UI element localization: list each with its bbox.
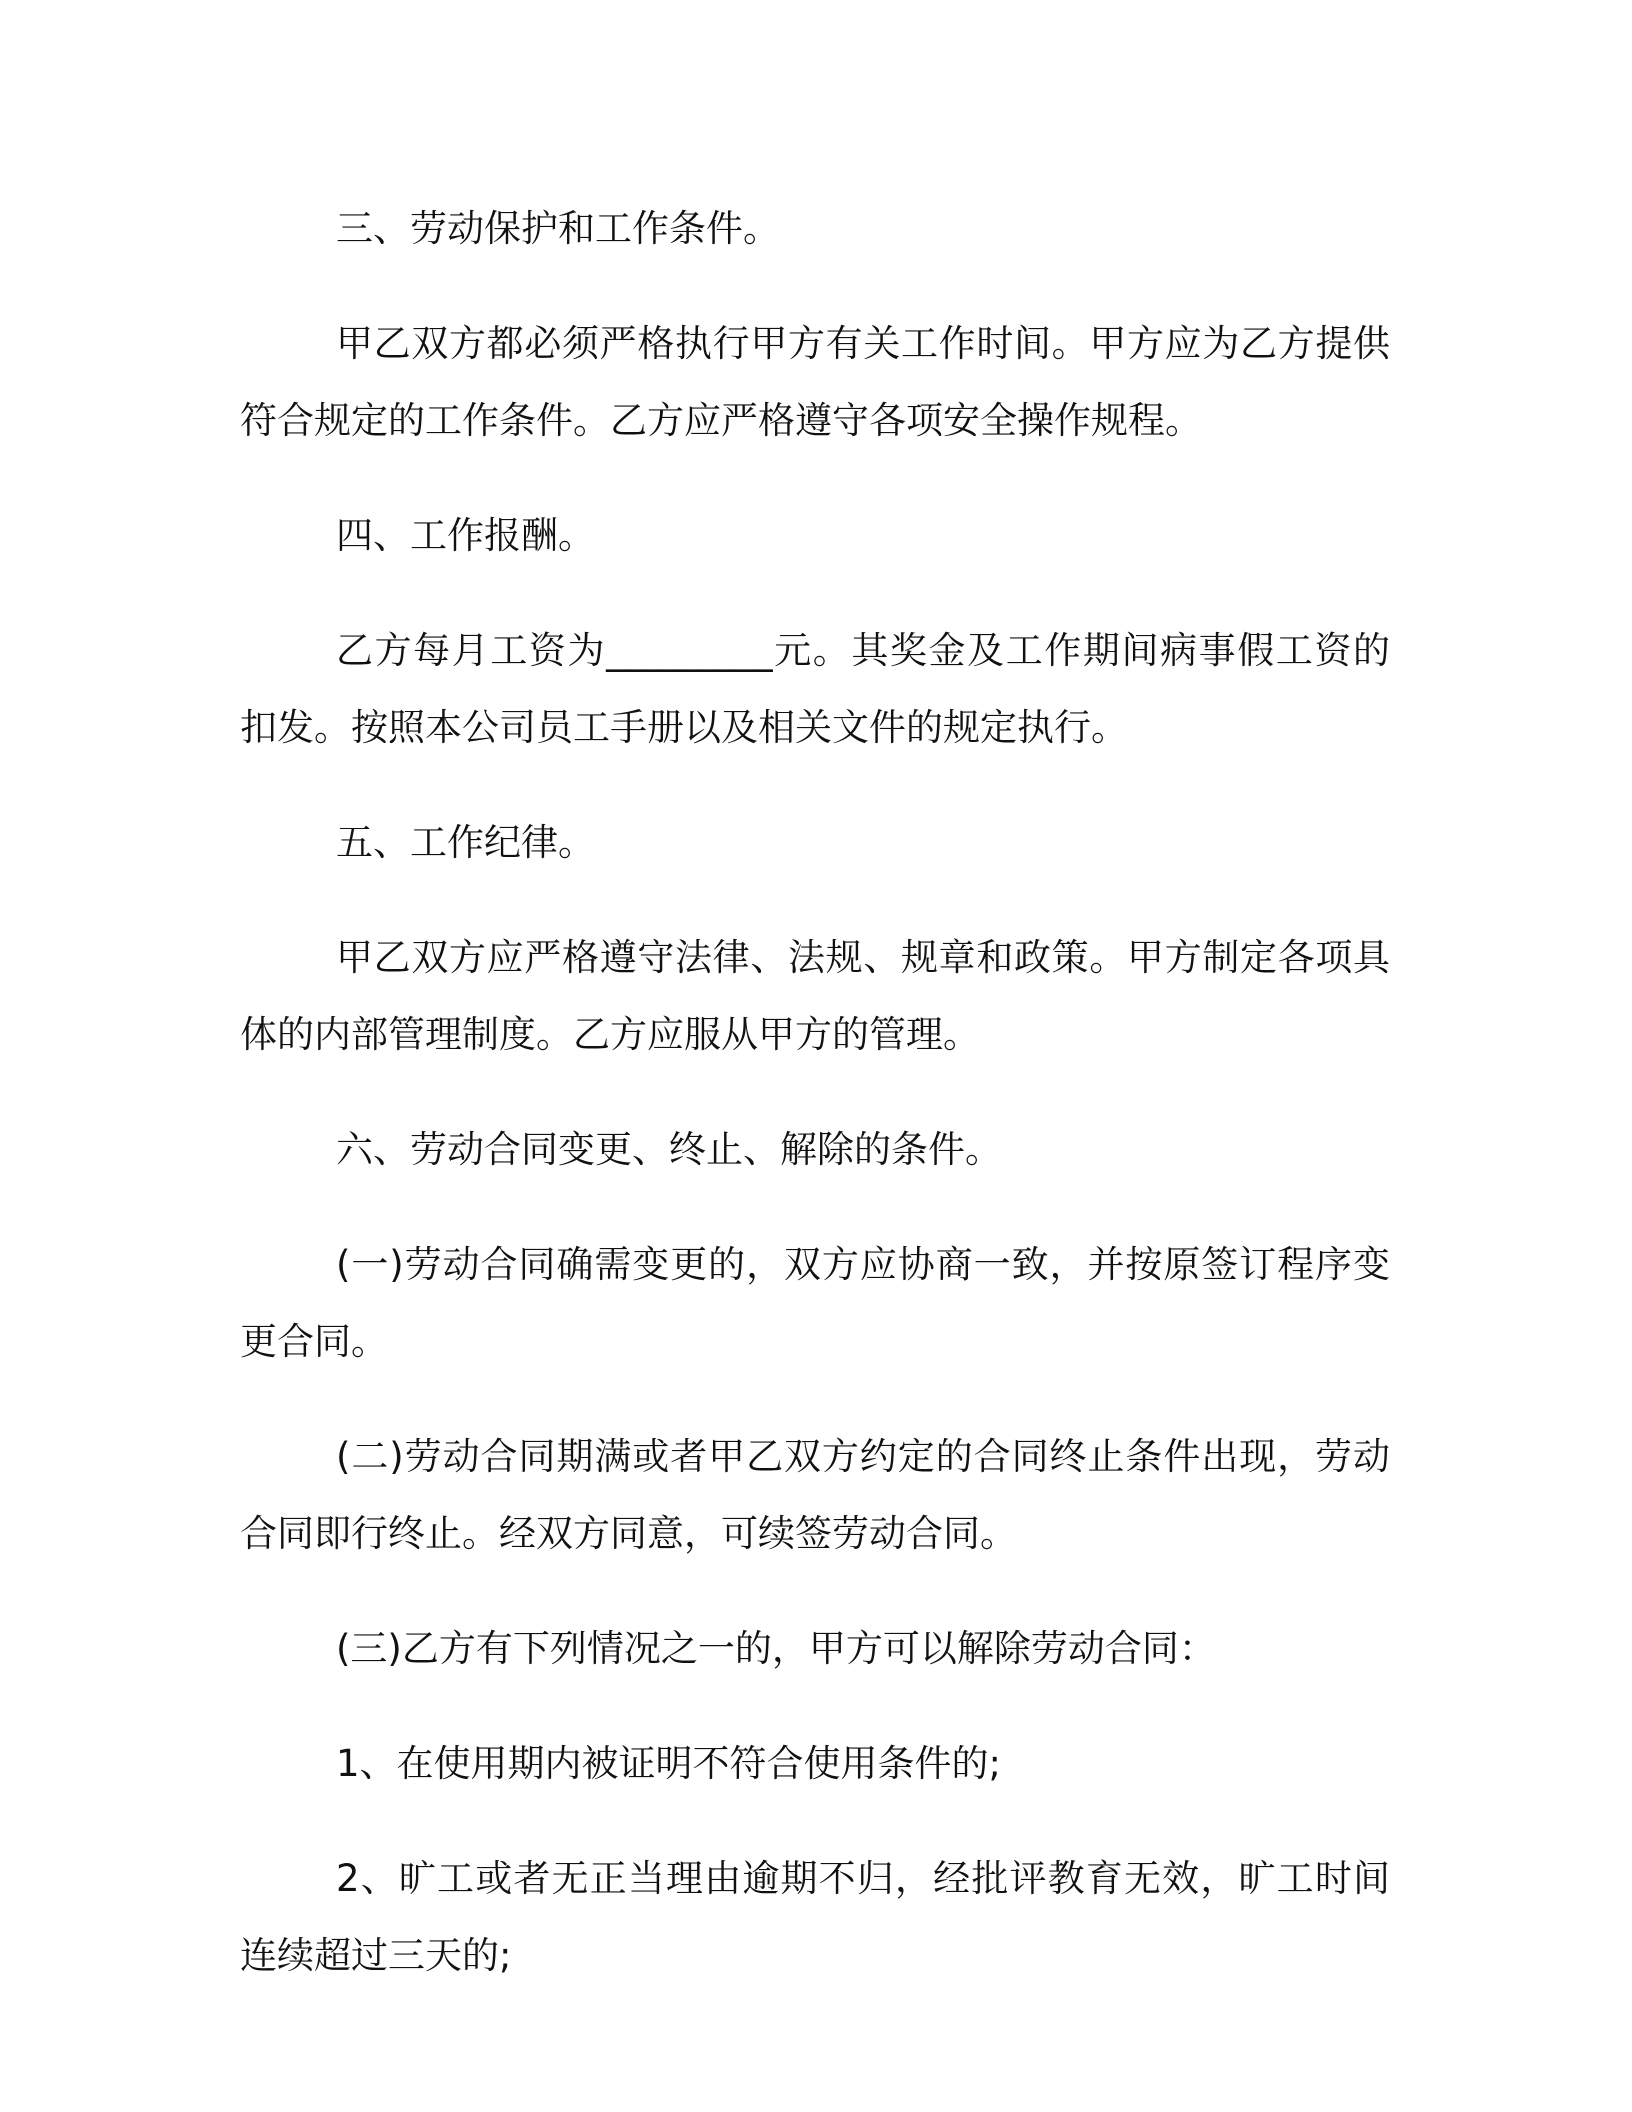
list-item-probation: 1、在使用期内被证明不符合使用条件的; <box>336 1742 1002 1785</box>
clause-contract-termination: (二)劳动合同期满或者甲乙双方约定的合同终止条件出现，劳动合同即行终止。经双方同意，可续签劳动合同。 <box>240 1435 1390 1555</box>
clause-contract-dissolution: (三)乙方有下列情况之一的，甲方可以解除劳动合同： <box>336 1627 1216 1670</box>
paragraph-salary: 乙方每月工资为_________元。其奖金及工作期间病事假工资的扣发。按照本公司员工手册以及相关文件的规定执行。 <box>240 629 1390 749</box>
paragraph-working-conditions: 甲乙双方都必须严格执行甲方有关工作时间。甲方应为乙方提供符合规定的工作条件。乙方应严格遵守各项安全操作规程。 <box>240 322 1390 442</box>
section-heading-labor-protection: 三、劳动保护和工作条件。 <box>336 207 780 250</box>
section-heading-discipline: 五、工作纪律。 <box>336 821 595 864</box>
list-item-absenteeism: 2、旷工或者无正当理由逾期不归，经批评教育无效，旷工时间连续超过三天的; <box>240 1857 1390 1977</box>
section-heading-contract-changes: 六、劳动合同变更、终止、解除的条件。 <box>336 1128 1002 1171</box>
clause-contract-modification: (一)劳动合同确需变更的，双方应协商一致，并按原签订程序变更合同。 <box>240 1243 1390 1363</box>
document-page <box>240 190 1390 2032</box>
paragraph-discipline: 甲乙双方应严格遵守法律、法规、规章和政策。甲方制定各项具体的内部管理制度。乙方应服从甲方的管理。 <box>240 936 1390 1056</box>
section-heading-remuneration: 四、工作报酬。 <box>336 514 595 557</box>
